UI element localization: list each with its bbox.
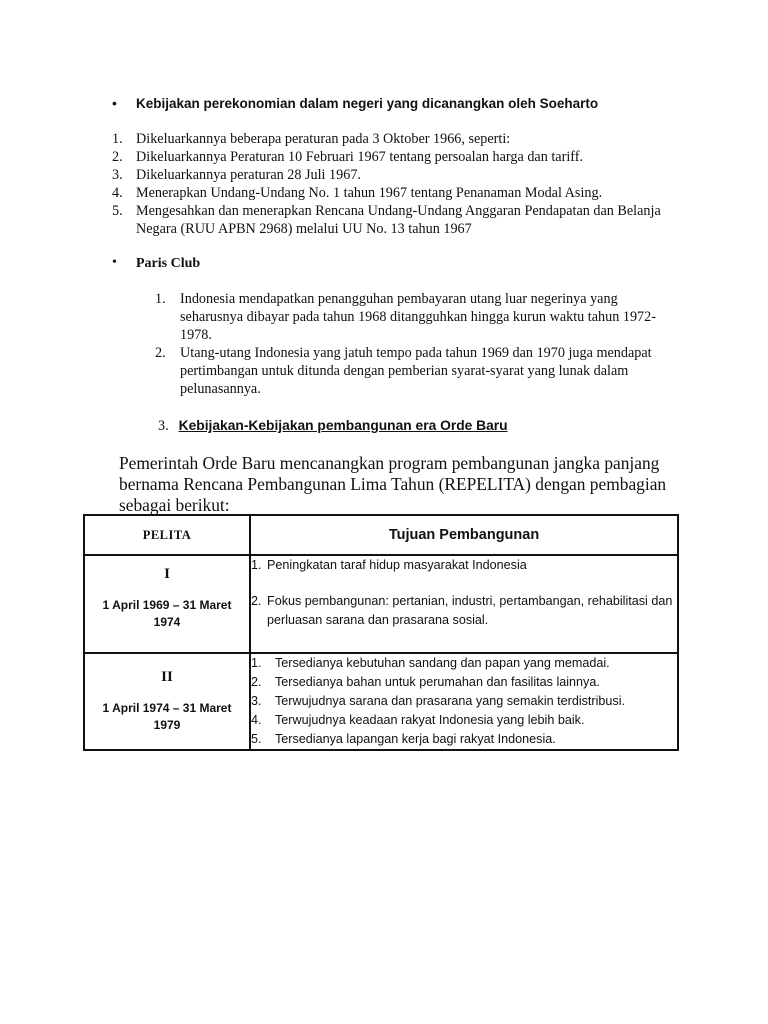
section3-number: 3.: [158, 418, 169, 434]
goals-cell: [250, 555, 678, 653]
bullet-icon: •: [112, 255, 117, 270]
pelita-number: II: [161, 669, 173, 685]
section1-heading: Kebijakan perekonomian dalam negeri yang dicanangkan oleh Soeharto: [136, 96, 599, 111]
goal-item: 1. Peningkatan taraf hidup masyarakat Indonesia: [251, 558, 527, 572]
list-item: 1. Dikeluarkannya beberapa peraturan pada 3 Oktober 1966, seperti:: [112, 131, 511, 147]
goal-item: 2. Tersedianya bahan untuk perumahan dan fasilitas lainnya.: [251, 675, 600, 689]
goal-item: 3. Terwujudnya sarana dan prasarana yang semakin terdistribusi.: [251, 694, 626, 708]
table-row: [84, 555, 678, 653]
bullet-icon: •: [112, 95, 117, 111]
list-item: 2. Utang-utang Indonesia yang jatuh tempo pada tahun 1969 dan 1970 juga mendapat pertimbangan untuk ditunda dengan pemberian syarat-syarat yang lunak dalam pelunasannya.: [155, 345, 652, 397]
goal-item: 1. Tersedianya kebutuhan sandang dan papan yang memadai.: [251, 656, 610, 670]
list-item: 5. Mengesahkan dan menerapkan Rencana Undang-Undang Anggaran Pendapatan dan Belanja Negara (RUU APBN 2968) melalui UU No. 13 tahun 1967: [112, 203, 661, 237]
economic-policy-list: [112, 130, 672, 238]
pelita-cell: [84, 653, 250, 750]
list-item: 4. Menerapkan Undang-Undang No. 1 tahun 1967 tentang Penanaman Modal Asing.: [112, 185, 603, 201]
list-item: 1. Indonesia mendapatkan penangguhan pembayaran utang luar negerinya yang seharusnya dibayar pada tahun 1968 ditangguhkan hingga kurun waktu tahun 1972-1978.: [155, 291, 656, 343]
list-item: 2. Dikeluarkannya Peraturan 10 Februari 1967 tentang persoalan harga dan tariff.: [112, 149, 584, 165]
column-header-pelita: PELITA: [84, 515, 250, 555]
goal-item: 2. Fokus pembangunan: pertanian, industri, pertambangan, rehabilitasi dan perluasan sarana dan prasarana sosial.: [251, 594, 673, 627]
pelita-table: [83, 514, 679, 751]
pelita-number: I: [164, 566, 170, 582]
column-header-tujuan: Tujuan Pembangunan: [250, 515, 678, 555]
repelita-intro-paragraph: Pemerintah Orde Baru mencanangkan program pembangunan jangka panjang bernama Rencana Pembangunan Lima Tahun (REPELITA) dengan pembagian sebagai berikut:: [119, 453, 667, 515]
table-row: [84, 653, 678, 750]
goal-item: 4. Terwujudnya keadaan rakyat Indonesia yang lebih baik.: [251, 713, 585, 727]
section3-heading-row: [158, 418, 508, 435]
goal-item: 5. Tersedianya lapangan kerja bagi rakyat Indonesia.: [251, 732, 556, 746]
list-item: 3. Dikeluarkannya peraturan 28 Juli 1967.: [112, 167, 361, 183]
section2-heading: Paris Club: [136, 256, 201, 271]
pelita-period: 1 April 1974 – 31 Maret 1979: [102, 701, 232, 732]
pelita-cell: [84, 555, 250, 653]
pelita-period: 1 April 1969 – 31 Maret 1974: [102, 598, 232, 629]
goals-cell: [250, 653, 678, 750]
paris-club-list: [155, 290, 665, 398]
table-header-row: [84, 515, 678, 555]
section3-title: Kebijakan-Kebijakan pembangunan era Orde Baru: [178, 418, 508, 433]
